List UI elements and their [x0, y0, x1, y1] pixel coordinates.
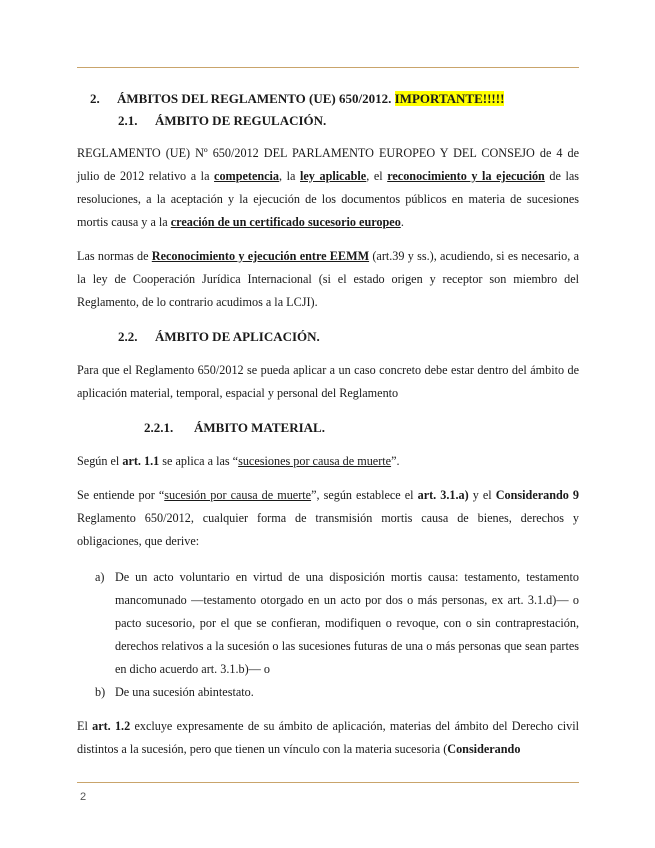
list-item: a) De un acto voluntario en virtud de una disposición mortis causa: testamento, testamento mancomunado —testamento otorgado en un acto por dos o más personas, ex art. 3.1.d)— o pacto sucesorio, por el que se confieran, modifiquen o revoque, con o sin contraprestación, derechos relativos a la sucesión o las sucesiones futuras de una o más personas que sean partes en dicho acuerdo art. 3.1.b)— o: [95, 570, 579, 676]
heading-2-2: 2.2. ÁMBITO DE APLICACIÓN.: [118, 329, 320, 344]
paragraph-recognition: Las normas de Reconocimiento y ejecución entre EEMM (art.39 y ss.), acudiendo, si es necesario, a la ley de Cooperación Jurídica Internacional (si el estado origen y receptor son miembro del Reglamento, de lo contrario acudimos a la LCJI).: [77, 249, 579, 309]
header-rule: [77, 67, 579, 68]
important-highlight: IMPORTANTE!!!!!: [394, 91, 505, 106]
paragraph-art-1-1: Según el art. 1.1 se aplica a las “sucesiones por causa de muerte”.: [77, 454, 400, 468]
footer-rule: [77, 782, 579, 783]
heading-2-2-1: 2.2.1. ÁMBITO MATERIAL.: [144, 420, 325, 435]
heading-2: 2. ÁMBITOS DEL REGLAMENTO (UE) 650/2012. IMPORTANTE!!!!!: [90, 91, 505, 106]
paragraph-scope: Para que el Reglamento 650/2012 se pueda aplicar a un caso concreto debe estar dentro del ámbito de aplicación material, temporal, espacial y personal del Reglamento: [77, 363, 579, 400]
heading-2-1: 2.1. ÁMBITO DE REGULACIÓN.: [118, 113, 327, 128]
page-number: 2: [80, 791, 87, 803]
list-item: b) De una sucesión abintestato.: [95, 685, 254, 699]
paragraph-definition: Se entiende por “sucesión por causa de muerte”, según establece el art. 3.1.a) y el Considerando 9 Reglamento 650/2012, cualquier forma de transmisión mortis causa de bienes, derechos y obligaciones, que derive:: [77, 488, 580, 548]
paragraph-art-1-2: El art. 1.2 excluye expresamente de su ámbito de aplicación, materias del ámbito del Derecho civil distintos a la sucesión, pero que tienen un vínculo con la materia sucesoria (Considerando: [77, 719, 579, 756]
paragraph-regulation: REGLAMENTO (UE) Nº 650/2012 DEL PARLAMENTO EUROPEO Y DEL CONSEJO de 4 de julio de 2012 relativo a la competencia, la ley aplicable, el reconocimiento y la ejecución de las resoluciones, a la aceptación y la ejecución de los documentos públicos en materia de sucesiones mortis causa y a la creación de un certificado sucesorio europeo.: [77, 146, 580, 229]
